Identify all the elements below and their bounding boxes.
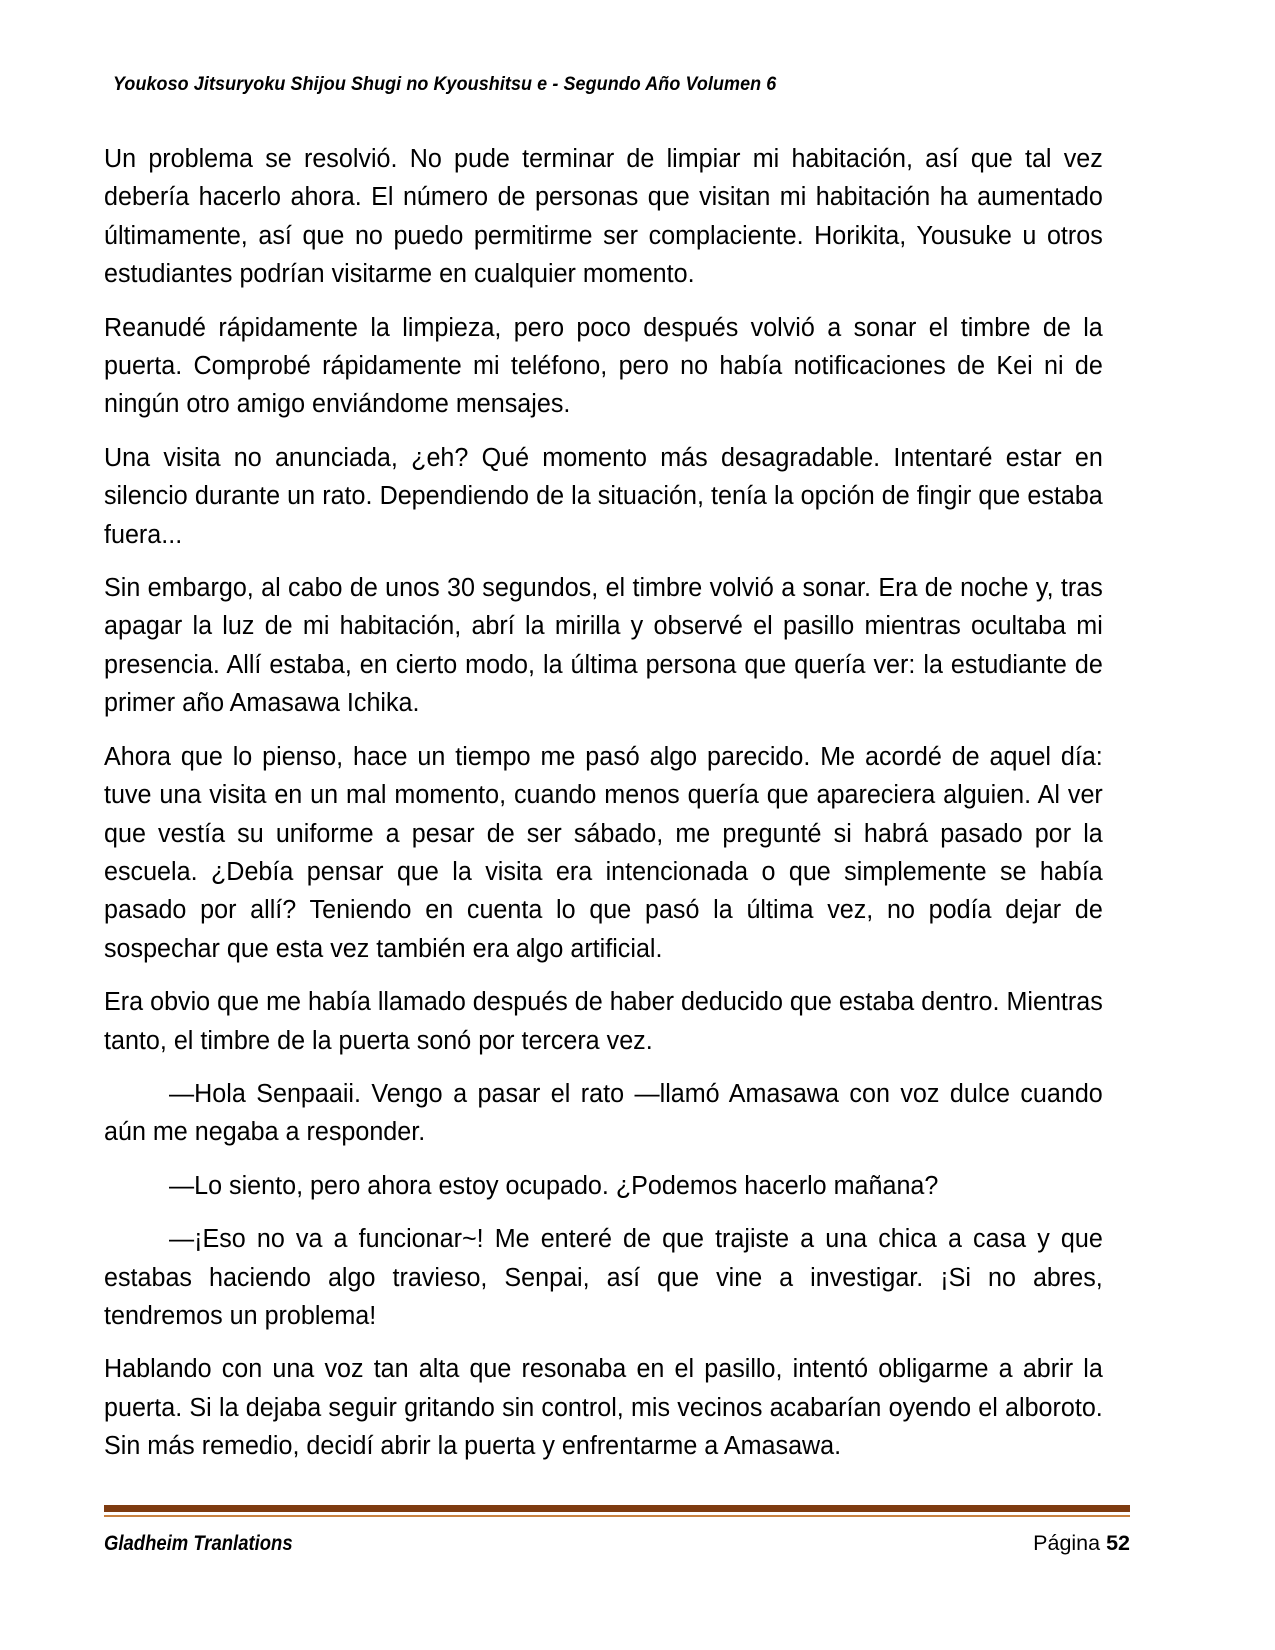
running-header xyxy=(113,72,1123,96)
body-paragraph: Era obvio que me había llamado después de haber deducido que estaba dentro. Mientras tanto, el timbre de la puerta sonó por tercera vez. xyxy=(104,988,1103,1055)
page-number xyxy=(1033,1530,1130,1556)
running-header-title: Youkoso Jitsuryoku Shijou Shugi no Kyoushitsu e - Segundo Año Volumen 6 xyxy=(113,73,777,95)
body-paragraph: Sin embargo, al cabo de unos 30 segundos, el timbre volvió a sonar. Era de noche y, tras apagar la luz de mi habitación, abrí la mirilla y observé el pasillo mientras ocultaba mi presencia. Allí estaba, en cierto modo, la última persona que quería ver: la estudiante de primer año Amasawa Ichika. xyxy=(104,574,1103,718)
body-paragraph: Reanudé rápidamente la limpieza, pero poco después volvió a sonar el timbre de la puerta. Comprobé rápidamente mi teléfono, pero no había notificaciones de Kei ni de ningún otro amigo enviándome mensajes. xyxy=(104,313,1103,419)
footer-row xyxy=(104,1530,1130,1557)
body-paragraph: Una visita no anunciada, ¿eh? Qué momento más desagradable. Intentaré estar en silencio durante un rato. Dependiendo de la situación, tenía la opción de fingir que estaba fuera... xyxy=(104,443,1103,549)
body-paragraph: Ahora que lo pienso, hace un tiempo me pasó algo parecido. Me acordé de aquel día: tuve una visita en un mal momento, cuando menos quería que apareciera alguien. Al ver que vestía su uniforme a pesar de ser sábado, me pregunté si habrá pasado por la escuela. ¿Debía pensar que la visita era intencionada o que simplemente se había pasado por allí? Teniendo en cuenta lo que pasó la última vez, no podía dejar de sospechar que esta vez también era algo artificial. xyxy=(104,742,1103,963)
body-paragraph: Hablando con una voz tan alta que resonaba en el pasillo, intentó obligarme a abrir la puerta. Si la dejaba seguir gritando sin control, mis vecinos acabarían oyendo el alboroto. Sin más remedio, decidí abrir la puerta y enfrentarme a Amasawa. xyxy=(104,1355,1103,1461)
dialogue-paragraph: —¡Eso no va a funcionar~! Me enteré de que trajiste a una chica a casa y que estabas haciendo algo travieso, Senpai, así que vine a investigar. ¡Si no abres, tendremos un problema! xyxy=(104,1225,1103,1330)
dialogue-paragraph: —Hola Senpaaii. Vengo a pasar el rato —llamó Amasawa con voz dulce cuando aún me negaba a responder. xyxy=(104,1079,1103,1147)
dialogue-paragraph: —Lo siento, pero ahora estoy ocupado. ¿Podemos hacerlo mañana? xyxy=(169,1171,939,1200)
footer-rule-thin xyxy=(104,1515,1130,1517)
page-number-value: 52 xyxy=(1106,1531,1130,1555)
footer-brand: Gladheim Tranlations xyxy=(104,1532,293,1555)
body-paragraph: Un problema se resolvió. No pude terminar de limpiar mi habitación, así que tal vez debería hacerlo ahora. El número de personas que visitan mi habitación ha aumentado últimamente, así que no puedo permitirme ser complaciente. Horikita, Yousuke u otros estudiantes podrían visitarme en cualquier momento. xyxy=(104,145,1103,289)
footer-rule-thick xyxy=(104,1505,1130,1512)
body-text-container xyxy=(104,140,1118,1466)
page-number-label: Página xyxy=(1033,1531,1101,1555)
page-footer xyxy=(104,1505,1130,1557)
